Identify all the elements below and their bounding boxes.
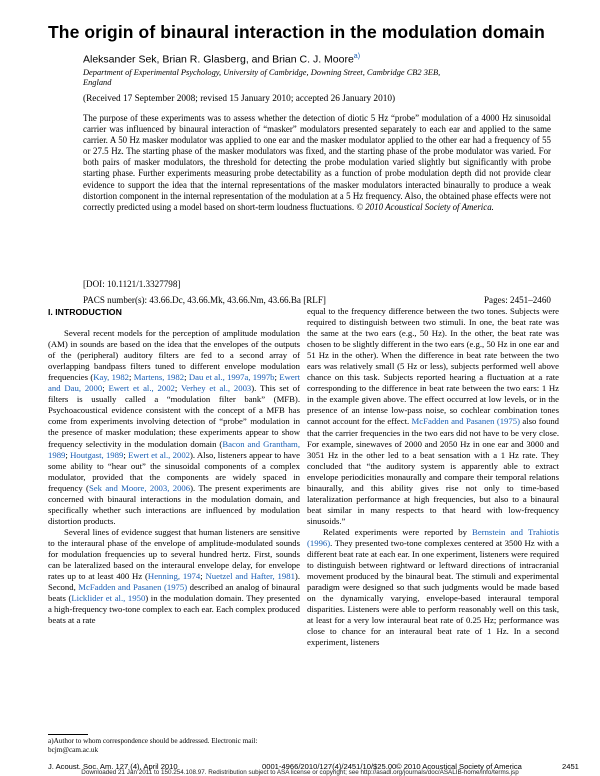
page-range: Pages: 2451–2460 — [484, 295, 551, 305]
body-text: ; — [102, 383, 109, 394]
body-text: ) in the modulation domain. They presented a high-frequency two-tone complex to each ear. Each complex produced beats at a rate — [48, 593, 300, 626]
left-column-body — [48, 328, 300, 626]
footer-copyright: © 2010 Acoustical Society of America — [396, 762, 522, 771]
download-notice: Downloaded 21 Jan 2011 to 150.254.108.97. Redistribution subject to ASA license or copyright; see http://asadl.org/journals/doc/ASALIB-home/info/terms.jsp — [81, 769, 519, 776]
citation-link[interactable]: Ewert et al., 2002 — [128, 449, 191, 460]
body-text: ; — [274, 372, 280, 383]
citation-link[interactable]: Bacon and Grantham, 1989 — [48, 438, 300, 460]
body-text: . They presented two-tone complexes centered at 3500 Hz with a different beat rate at each ear. In one experiment, listeners were required to distinguish between rightward or leftward directions of intracranial movement produced by the binaural beat. The stimuli and experimental paradigm were designed so that such judgments would be made based on the dynamically varying, envelope-based interaural temporal disparities. Listeners were able to perform reasonably well on this task, at least for a very low interaural beat rate of 0.25 Hz; performance was close to chance for an interaural beat rate of 1 Hz. In a second experiment, listeners — [307, 537, 559, 648]
affiliation-line: Department of Experimental Psychology, University of Cambridge, Downing Street, Cambridge CB2 3EB, — [83, 68, 441, 77]
received-dates: (Received 17 September 2008; revised 15 January 2010; accepted 26 January 2010) — [83, 94, 396, 104]
section-heading: I. INTRODUCTION — [48, 307, 122, 317]
author-names: Aleksander Sek, Brian R. Glasberg, and Brian C. J. Moore — [83, 53, 354, 66]
footnote-divider — [48, 734, 88, 735]
body-text: ; — [200, 571, 206, 582]
citation-link[interactable]: Verhey et al., 2003 — [180, 383, 252, 394]
citation-link[interactable]: Henning, 1974 — [147, 571, 201, 582]
body-text: ). The present experiments are concerned with binaural interactions in the modulation domain, and specifically whether such interactions are influenced by modulation distortion products. — [48, 482, 300, 526]
left-column — [48, 307, 300, 626]
author-footnote-mark[interactable]: a) — [353, 53, 361, 60]
abstract — [83, 113, 551, 213]
body-text: Related experiments were reported by — [323, 526, 473, 537]
body-text: equal to the frequency difference between the two tones. Subjects were required to distinguish between two stimuli. In one, the beat rate was the same at the two ears (e.g., 50 Hz). In the other, the beat rate was chosen to be slightly different in the two ears (e.g., 50 Hz in one ear and 51 Hz in the other). When the difference in beat rate between the two ears was relatively small (5 Hz or less), subjects performed well above chance on this task. Subjects reported hearing a fluctuation at a rate corresponding to the difference in beat rate between the two ears: 1 Hz in the example given above. The effect occurred at low levels, or in the presence of an intense low-pass noise, so cochlear combination tones cannot account for the effect. — [307, 306, 559, 427]
affiliation — [83, 68, 553, 88]
body-paragraph — [307, 306, 559, 527]
body-text: described an analog of binaural beats ( — [48, 582, 301, 604]
citation-link[interactable]: Kay, 1982 — [93, 372, 130, 383]
body-text: ; — [129, 372, 134, 383]
issn-code: 0001-4966/2010/127(4)/2451/10/$25.00 — [262, 762, 397, 771]
body-text: Several recent models for the perception of amplitude modulation (AM) in sounds are based on the idea that the envelopes of the outputs of the (peripheral) auditory filters are fed to a second array of overlapping bandpass filters tuned to different envelope modulation frequencies ( — [48, 328, 300, 383]
doi[interactable]: [DOI: 10.1121/1.3327798] — [83, 279, 181, 289]
body-text: ). This set of filters is usually called a “modulation filter bank” (MFB). Psychoacoustical evidence consistent with the concept of a MFB has come from experiments involving detection of “probe” modulation in the presence of masker modulation; these experiments appear to show frequency selectivity in the modulation domain ( — [48, 383, 300, 449]
body-paragraph — [48, 328, 300, 527]
citation-link[interactable]: Dau et al., 1997a, 1997b — [188, 372, 275, 383]
journal-citation: J. Acoust. Soc. Am. 127 (4), April 2010 — [48, 762, 178, 771]
citation-link[interactable]: Nuetzel and Hafter, 1981 — [205, 571, 295, 582]
affiliation-country: England — [83, 78, 112, 87]
right-column — [307, 306, 559, 648]
pacs-numbers: PACS number(s): 43.66.Dc, 43.66.Mk, 43.66.Nm, 43.66.Ba [RLF] — [83, 295, 326, 305]
citation-link[interactable]: Sek and Moore, 2003, 2006 — [88, 482, 191, 493]
body-text: also found that the carrier frequencies in the two ears did not have to be very close. For example, sinewaves of 2000 and 2050 Hz in one ear and 3000 and 3051 Hz in the other led to a beat sensation with a 1 Hz rate. They concluded that “the auditory system is apparently able to extract envelope periodicities monaurally and compare their temporal relations binaurally, and this ability gives rise not only to time-based lateralization performance at high frequencies, but also to a binaural beat similar in many respects to that heard with low-frequency sinusoids.” — [307, 416, 560, 526]
citation-link[interactable]: Ewert and Dau, 2000 — [48, 372, 301, 394]
body-text: ). Second, — [48, 571, 300, 593]
body-paragraph — [307, 527, 559, 649]
body-text: ; — [123, 449, 129, 460]
abstract-text: The purpose of these experiments was to assess whether the detection of diotic 5 Hz “probe” modulation of a 4000 Hz sinusoidal carrier was influenced by binaural interaction of “masker” modulators presented separately to each ear and applied to the same carrier. A 50 Hz masker modulator was applied to one ear and the masker modulator applied to the other ear had a frequency of 55 or 27.5 Hz. The starting phase of the masker modulators was fixed, and the starting phase of the probe modulator was varied. For both pairs of masker modulators, the threshold for detecting the probe modulation varied slightly but significantly with probe starting phase. Further experiments measuring probe detectability as a function of probe modulation depth did not provide clear evidence to support the idea that the internal representations of the masker modulators interacted binaurally to produce a weak distortion component in the internal representation of the modulation at a 5 Hz frequency. Also, the obtained phase effects were not correctly predicted using a model based on short-term loudness fluctuations. — [83, 113, 551, 212]
correspondence-footnote: a)Author to whom correspondence should be addressed. Electronic mail: bcjm@cam.ac.uk — [48, 737, 258, 754]
citation-link[interactable]: Martens, 1982 — [133, 372, 185, 383]
body-text: Several lines of evidence suggest that human listeners are sensitive to the interaural phase of the envelope of amplitude-modulated sounds for modulation frequencies up to several hundred hertz. First, sounds can be lateralized based on the interaural envelope delay, for envelope rates up to at least 400 Hz ( — [48, 526, 300, 582]
article-title: The origin of binaural interaction in the modulation domain — [48, 22, 545, 42]
right-column-body — [307, 306, 559, 648]
body-text: ; — [65, 449, 71, 460]
citation-link[interactable]: Licklider et al., 1950 — [71, 593, 146, 604]
body-text: ; — [184, 372, 189, 383]
author-line — [83, 53, 360, 66]
abstract-copyright: © 2010 Acoustical Society of America. — [356, 201, 494, 212]
body-text: ; — [174, 383, 181, 394]
body-text: ). Also, listeners appear to have some ability to “hear out” the sinusoidal components of a complex modulator, provided that the components are widely spaced in frequency ( — [48, 449, 300, 493]
citation-link[interactable]: Bernstein and Trahiotis (1996) — [307, 526, 560, 548]
body-paragraph — [48, 527, 300, 626]
page-number: 2451 — [562, 762, 579, 771]
citation-link[interactable]: McFadden and Pasanen (1975) — [78, 582, 188, 593]
citation-link[interactable]: Houtgast, 1989 — [70, 449, 124, 460]
citation-link[interactable]: Ewert et al., 2002 — [108, 383, 175, 394]
citation-link[interactable]: McFadden and Pasanen (1975) — [411, 416, 520, 427]
